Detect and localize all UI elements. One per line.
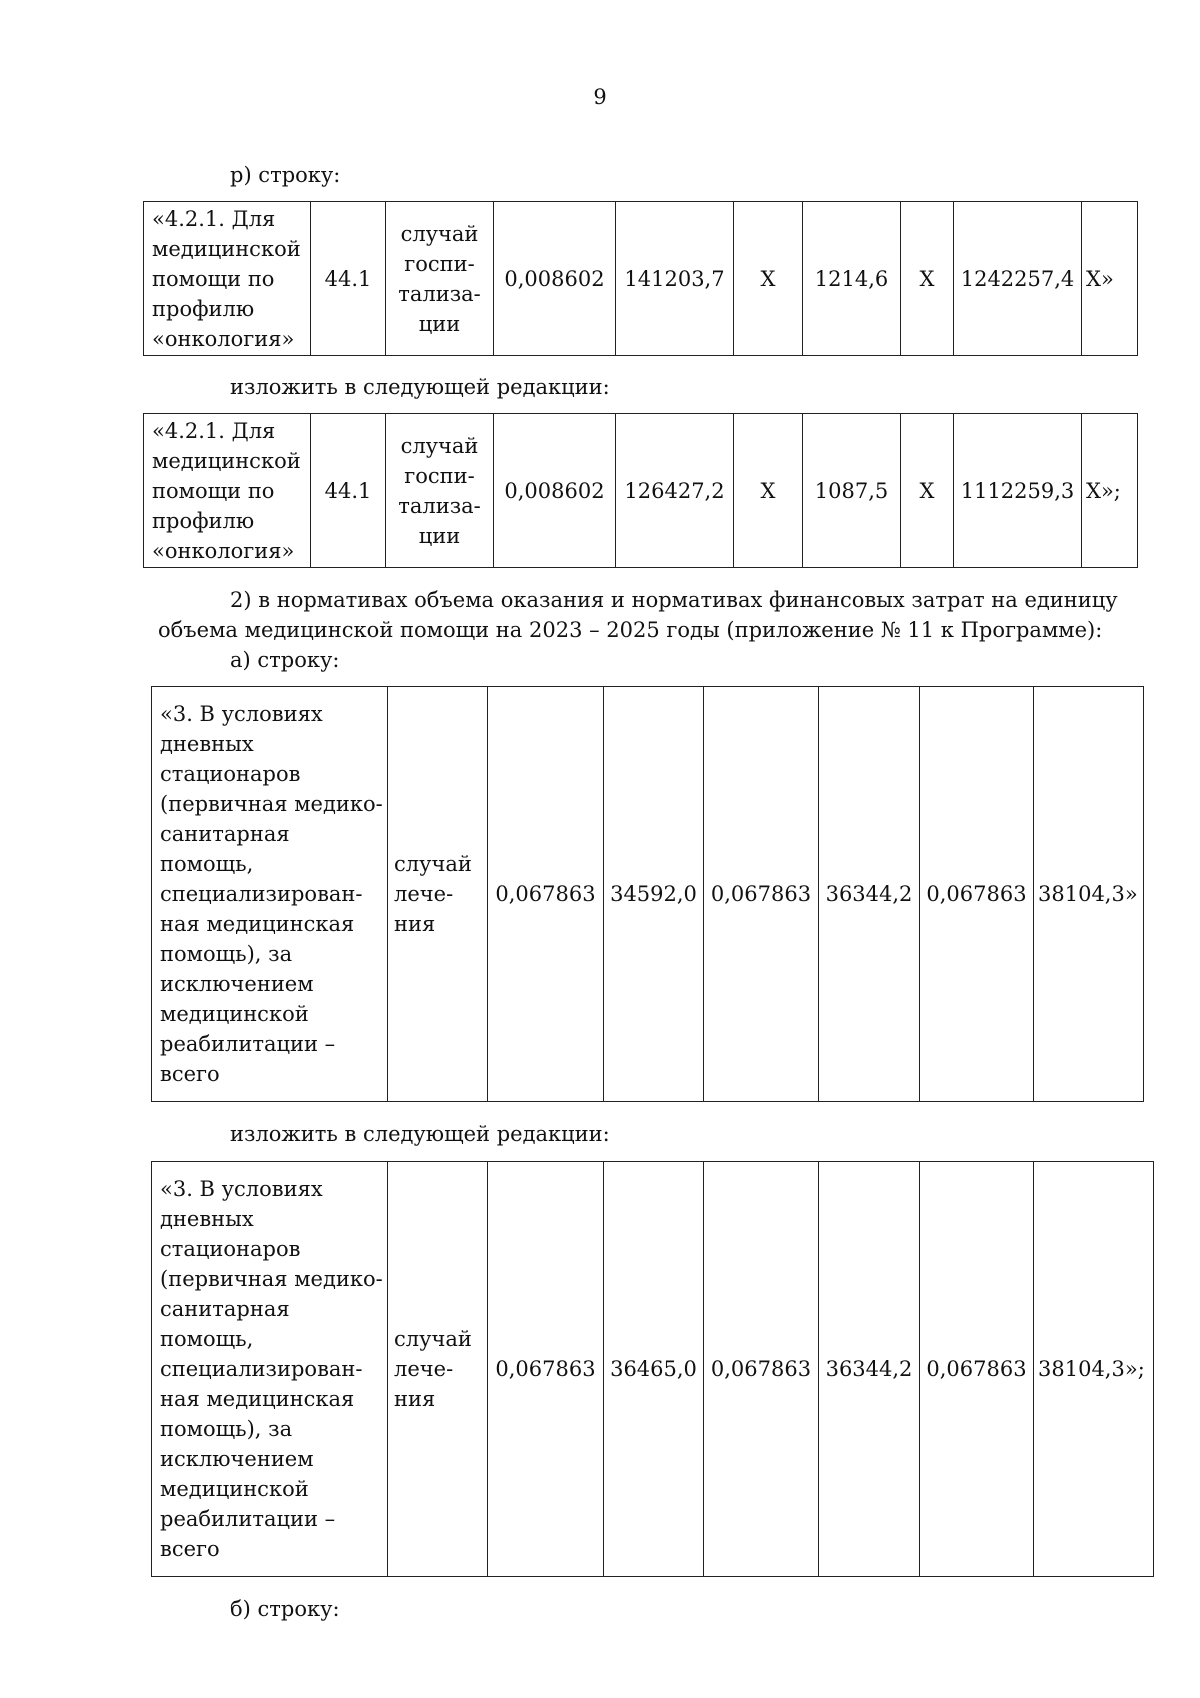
value-cell: 0,067863 [704, 687, 819, 1102]
value-cell: Х [901, 414, 954, 568]
row-name-line: помощи по [152, 266, 275, 291]
row-name-line: реабилитации – [160, 1507, 336, 1531]
table-4-2-1-old [143, 201, 1138, 356]
row-name-line: (первичная медико- [160, 1267, 383, 1291]
row-name-line: помощь), за [160, 1417, 293, 1441]
row-name-line: исключением [160, 972, 314, 996]
row-unit-line: тализа- [398, 281, 481, 306]
row-code-cell: 44.1 [311, 414, 386, 568]
row-name-line: профилю [152, 296, 255, 321]
item-a-label: а) строку: [230, 648, 340, 672]
row-unit-line: ния [394, 1387, 436, 1411]
row-unit-line: ции [418, 311, 461, 336]
row-unit-cell [388, 687, 488, 1102]
row-name-line: помощь, [160, 1327, 254, 1351]
table-row [144, 202, 1138, 356]
row-unit-line: случай [400, 221, 479, 246]
row-name-line: профилю [152, 508, 255, 533]
row-name-line: «3. В условиях [160, 1177, 323, 1201]
value-cell: 0,008602 [494, 202, 616, 356]
row-name-line: «4.2.1. Для [152, 206, 276, 231]
row-name-line: стационаров [160, 762, 301, 786]
row-name-line: ная медицинская [160, 1387, 355, 1411]
row-name-cell [144, 202, 311, 356]
row-name-line: медицинской [160, 1002, 309, 1026]
row-unit-line: случай [394, 852, 472, 876]
row-unit-line: госпи- [404, 251, 475, 276]
value-cell: Х [901, 202, 954, 356]
item-b-label: б) строку: [230, 1597, 340, 1621]
row-name-line: всего [160, 1537, 220, 1561]
paragraph-2-line-1: 2) в нормативах объема оказания и нормативах финансовых затрат на единицу [230, 588, 1118, 612]
page-number: 9 [593, 85, 607, 109]
row-name-line: «онкология» [152, 538, 295, 563]
row-name-line: помощи по [152, 478, 275, 503]
row-name-line: дневных [160, 732, 254, 756]
row-unit-line: госпи- [404, 463, 475, 488]
row-unit-line: лече- [394, 882, 454, 906]
value-cell: 1242257,4 [954, 202, 1082, 356]
value-cell: 36344,2 [819, 687, 920, 1102]
row-name-line: «онкология» [152, 326, 295, 351]
value-cell: 141203,7 [616, 202, 734, 356]
value-cell: 34592,0 [604, 687, 704, 1102]
row-name-line: исключением [160, 1447, 314, 1471]
value-cell: 0,067863 [920, 1162, 1034, 1577]
value-cell: 36465,0 [604, 1162, 704, 1577]
row-name-line: медицинской [152, 448, 301, 473]
row-name-line: медицинской [160, 1477, 309, 1501]
edit-label-1: изложить в следующей редакции: [230, 375, 610, 399]
row-name-line: помощь, [160, 852, 254, 876]
value-cell: 1087,5 [803, 414, 901, 568]
edit-label-2: изложить в следующей редакции: [230, 1122, 610, 1146]
row-name-line: дневных [160, 1207, 254, 1231]
row-name-line: санитарная [160, 1297, 290, 1321]
row-unit-line: случай [394, 1327, 472, 1351]
row-name-line: медицинской [152, 236, 301, 261]
row-name-line: «4.2.1. Для [152, 418, 276, 443]
value-cell: 36344,2 [819, 1162, 920, 1577]
row-name-cell [152, 687, 388, 1102]
value-cell: 0,067863 [704, 1162, 819, 1577]
value-cell: 1214,6 [803, 202, 901, 356]
value-cell: Х»; [1082, 414, 1138, 568]
row-unit-line: лече- [394, 1357, 454, 1381]
row-unit-cell [388, 1162, 488, 1577]
row-name-line: (первичная медико- [160, 792, 383, 816]
row-unit-cell [386, 414, 494, 568]
row-unit-line: случай [400, 433, 479, 458]
value-cell: 0,008602 [494, 414, 616, 568]
value-cell: 38104,3» [1034, 687, 1144, 1102]
row-name-cell [144, 414, 311, 568]
row-name-line: специализирован- [160, 882, 363, 906]
table-3-day-hospital-old [151, 686, 1144, 1102]
row-code-cell: 44.1 [311, 202, 386, 356]
value-cell: Х» [1082, 202, 1138, 356]
row-name-line: «3. В условиях [160, 702, 323, 726]
value-cell: 0,067863 [920, 687, 1034, 1102]
row-name-line: реабилитации – [160, 1032, 336, 1056]
row-name-cell [152, 1162, 388, 1577]
row-name-line: стационаров [160, 1237, 301, 1261]
row-unit-line: ции [418, 523, 461, 548]
value-cell: 126427,2 [616, 414, 734, 568]
table-3-day-hospital-new [151, 1161, 1154, 1577]
value-cell: 0,067863 [488, 687, 604, 1102]
row-name-line: санитарная [160, 822, 290, 846]
value-cell: 0,067863 [488, 1162, 604, 1577]
table-row [144, 414, 1138, 568]
row-name-line: всего [160, 1062, 220, 1086]
row-name-line: помощь), за [160, 942, 293, 966]
row-unit-line: ния [394, 912, 436, 936]
value-cell: 1112259,3 [954, 414, 1082, 568]
value-cell: 38104,3»; [1034, 1162, 1154, 1577]
paragraph-2-line-2: объема медицинской помощи на 2023 – 2025 годы (приложение № 11 к Программе): [158, 618, 1103, 642]
row-unit-cell [386, 202, 494, 356]
table-row [152, 687, 1144, 1102]
row-name-line: ная медицинская [160, 912, 355, 936]
item-r-label: р) строку: [230, 163, 341, 187]
value-cell: Х [734, 202, 803, 356]
value-cell: Х [734, 414, 803, 568]
table-4-2-1-new [143, 413, 1138, 568]
row-name-line: специализирован- [160, 1357, 363, 1381]
row-unit-line: тализа- [398, 493, 481, 518]
table-row [152, 1162, 1154, 1577]
